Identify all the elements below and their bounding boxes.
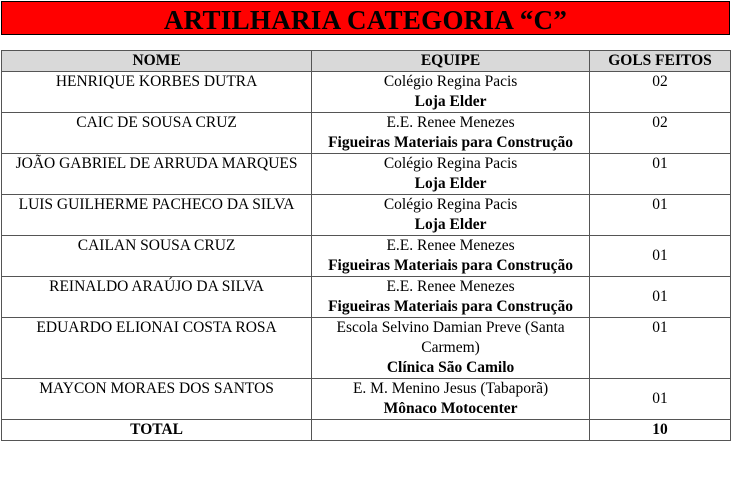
player-name: EDUARDO ELIONAI COSTA ROSA (2, 318, 312, 379)
player-goals: 01 (590, 277, 731, 318)
team-school: E.E. Renee Menezes (386, 114, 515, 131)
player-goals: 01 (590, 379, 731, 420)
player-team (312, 195, 590, 236)
header-name: NOME (2, 51, 312, 72)
player-goals: 01 (590, 318, 731, 379)
team-sponsor: Loja Elder (414, 175, 487, 192)
scorers-table (1, 50, 731, 441)
player-goals: 01 (590, 154, 731, 195)
player-team (312, 236, 590, 277)
team-school: Colégio Regina Pacis (383, 196, 518, 213)
player-goals: 01 (590, 236, 731, 277)
team-sponsor: Clínica São Camilo (386, 359, 515, 376)
table-row (2, 72, 731, 113)
player-goals: 02 (590, 72, 731, 113)
table-row (2, 318, 731, 379)
team-school: Colégio Regina Pacis (383, 73, 518, 90)
total-spacer (312, 420, 590, 441)
player-name: REINALDO ARAÚJO DA SILVA (2, 277, 312, 318)
total-label: TOTAL (2, 420, 312, 441)
table-row (2, 113, 731, 154)
table-row (2, 236, 731, 277)
player-name: MAYCON MORAES DOS SANTOS (2, 379, 312, 420)
player-goals: 02 (590, 113, 731, 154)
player-goals: 01 (590, 195, 731, 236)
player-team (312, 379, 590, 420)
team-school: E.E. Renee Menezes (386, 237, 515, 254)
player-name: HENRIQUE KORBES DUTRA (2, 72, 312, 113)
player-team (312, 72, 590, 113)
header-team: EQUIPE (312, 51, 590, 72)
player-team (312, 113, 590, 154)
player-team (312, 318, 590, 379)
player-name: CAIC DE SOUSA CRUZ (2, 113, 312, 154)
table-row (2, 154, 731, 195)
player-team (312, 277, 590, 318)
player-name: JOÃO GABRIEL DE ARRUDA MARQUES (2, 154, 312, 195)
table-header-row (2, 51, 731, 72)
team-sponsor: Figueiras Materiais para Construção (328, 134, 574, 151)
table-row (2, 195, 731, 236)
team-school: Colégio Regina Pacis (383, 155, 518, 172)
total-row (2, 420, 731, 441)
team-sponsor: Loja Elder (414, 216, 487, 233)
team-school: E.E. Renee Menezes (386, 278, 515, 295)
team-sponsor: Figueiras Materiais para Construção (328, 298, 574, 315)
title-bar (1, 1, 730, 35)
team-school: Escola Selvino Damian Preve (Santa Carmem) (336, 319, 565, 356)
team-sponsor: Figueiras Materiais para Construção (328, 257, 574, 274)
player-name: CAILAN SOUSA CRUZ (2, 236, 312, 277)
team-sponsor: Mônaco Motocenter (383, 400, 518, 417)
table-row (2, 277, 731, 318)
header-goals: GOLS FEITOS (590, 51, 731, 72)
page-title: ARTILHARIA CATEGORIA “C” (163, 5, 568, 35)
player-name: LUIS GUILHERME PACHECO DA SILVA (2, 195, 312, 236)
table-row (2, 379, 731, 420)
team-sponsor: Loja Elder (414, 93, 487, 110)
team-school: E. M. Menino Jesus (Tabaporã) (352, 380, 549, 397)
total-value: 10 (590, 420, 731, 441)
player-team (312, 154, 590, 195)
